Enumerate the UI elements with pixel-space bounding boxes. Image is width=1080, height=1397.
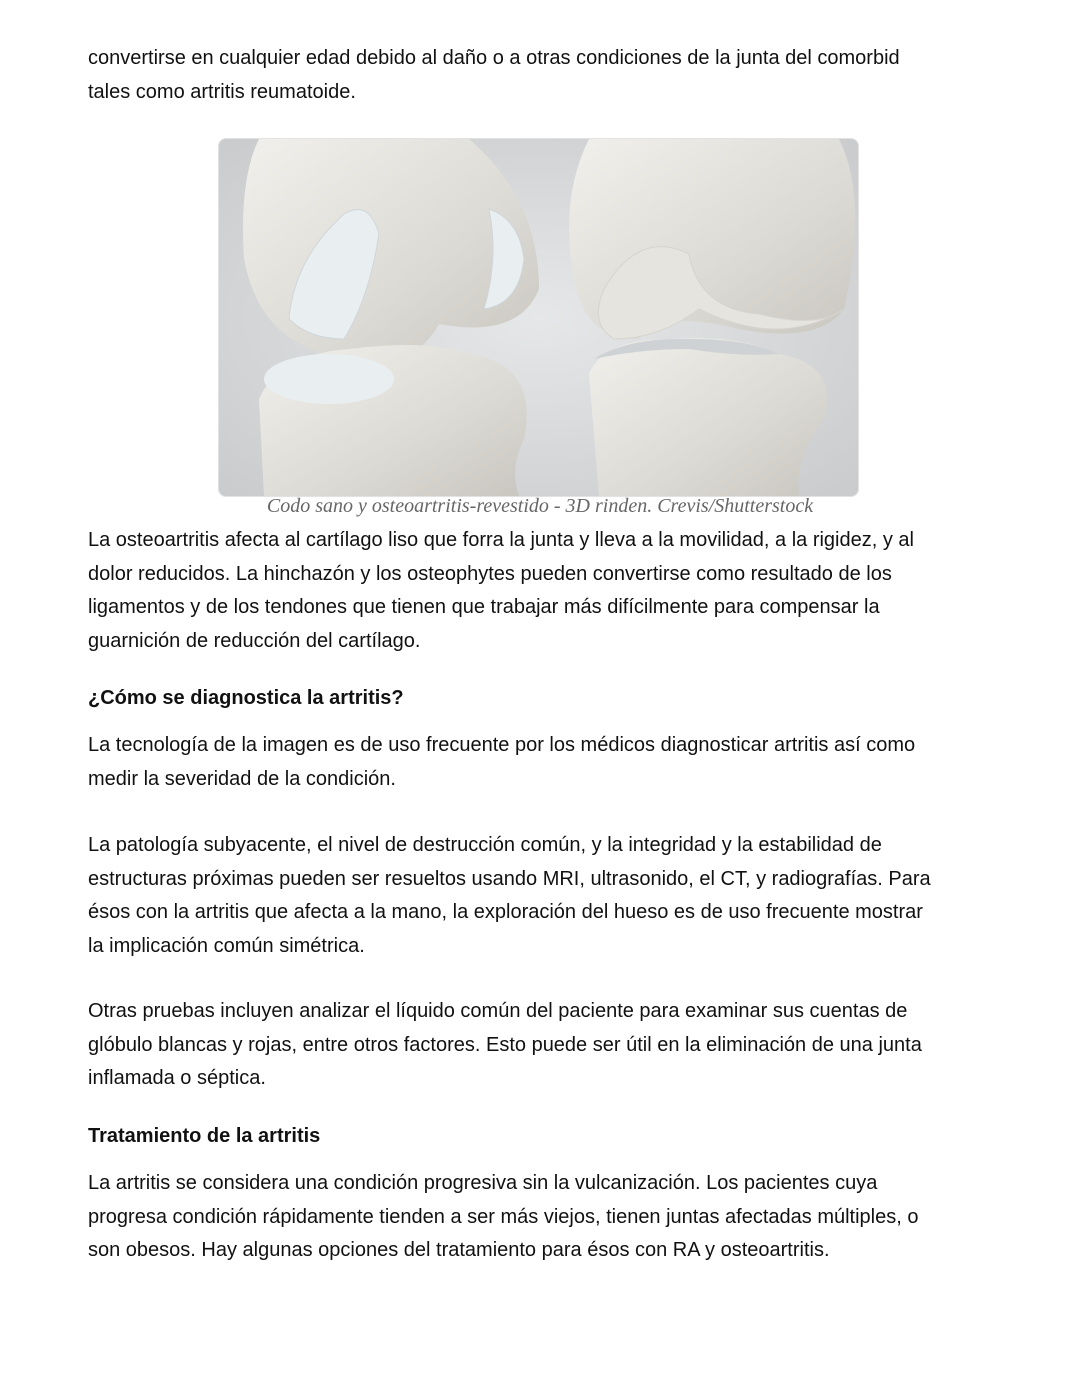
text-line: progresa condición rápidamente tienden a ser más viejos, tienen juntas afectadas múltiples, o (88, 1205, 919, 1228)
paragraph (88, 524, 1008, 658)
paragraph (88, 829, 1008, 963)
text-line: ligamentos y de los tendones que tienen que trabajar más difícilmente para compensar la (88, 596, 880, 618)
text-line: La tecnología de la imagen es de uso frecuente por los médicos diagnosticar artritis así como (88, 734, 916, 756)
section-heading: Tratamiento de la artritis (88, 1125, 321, 1147)
text-line: tales como artritis reumatoide. (88, 80, 356, 103)
text-line: glóbulo blancas y rojas, entre otros factores. Esto puede ser útil en la eliminación de una junta (88, 1033, 922, 1056)
text-line: La patología subyacente, el nivel de destrucción común, y la integridad y la estabilidad de (88, 834, 882, 856)
text-line: ésos con la artritis que afecta a la mano, la exploración del hueso es de uso frecuente mostrar (88, 901, 923, 923)
text-line: estructuras próximas pueden ser resueltos usando MRI, ultrasonido, el CT, y radiografías. Para (88, 867, 931, 890)
paragraph (88, 1167, 1008, 1268)
paragraph (88, 995, 1008, 1096)
intro-paragraph (88, 42, 1008, 109)
figure-caption: Codo sano y osteoartritis-revestido - 3D rinden. Crevis/Shutterstock (266, 495, 814, 517)
text-line: guarnición de reducción del cartílago. (88, 629, 421, 652)
text-line: la implicación común simétrica. (88, 934, 365, 957)
text-line: dolor reducidos. La hinchazón y los osteophytes pueden convertirse como resultado de los (88, 562, 892, 585)
knee-joint-image (218, 138, 859, 497)
text-line: Otras pruebas incluyen analizar el líquido común del paciente para examinar sus cuentas de (88, 1000, 908, 1022)
text-line: medir la severidad de la condición. (88, 767, 396, 790)
text-line: son obesos. Hay algunas opciones del tratamiento para ésos con RA y osteoartritis. (88, 1239, 830, 1261)
paragraph (88, 729, 1008, 796)
section-heading: ¿Cómo se diagnostica la artritis? (88, 687, 404, 709)
text-line: La artritis se considera una condición progresiva sin la vulcanización. Los pacientes cuya (88, 1172, 878, 1194)
text-line: La osteoartritis afecta al cartílago liso que forra la junta y lleva a la movilidad, a la rigidez, y al (88, 529, 914, 551)
text-line: convertirse en cualquier edad debido al daño o a otras condiciones de la junta del comorbid (88, 47, 900, 69)
text-line: inflamada o séptica. (88, 1067, 266, 1089)
